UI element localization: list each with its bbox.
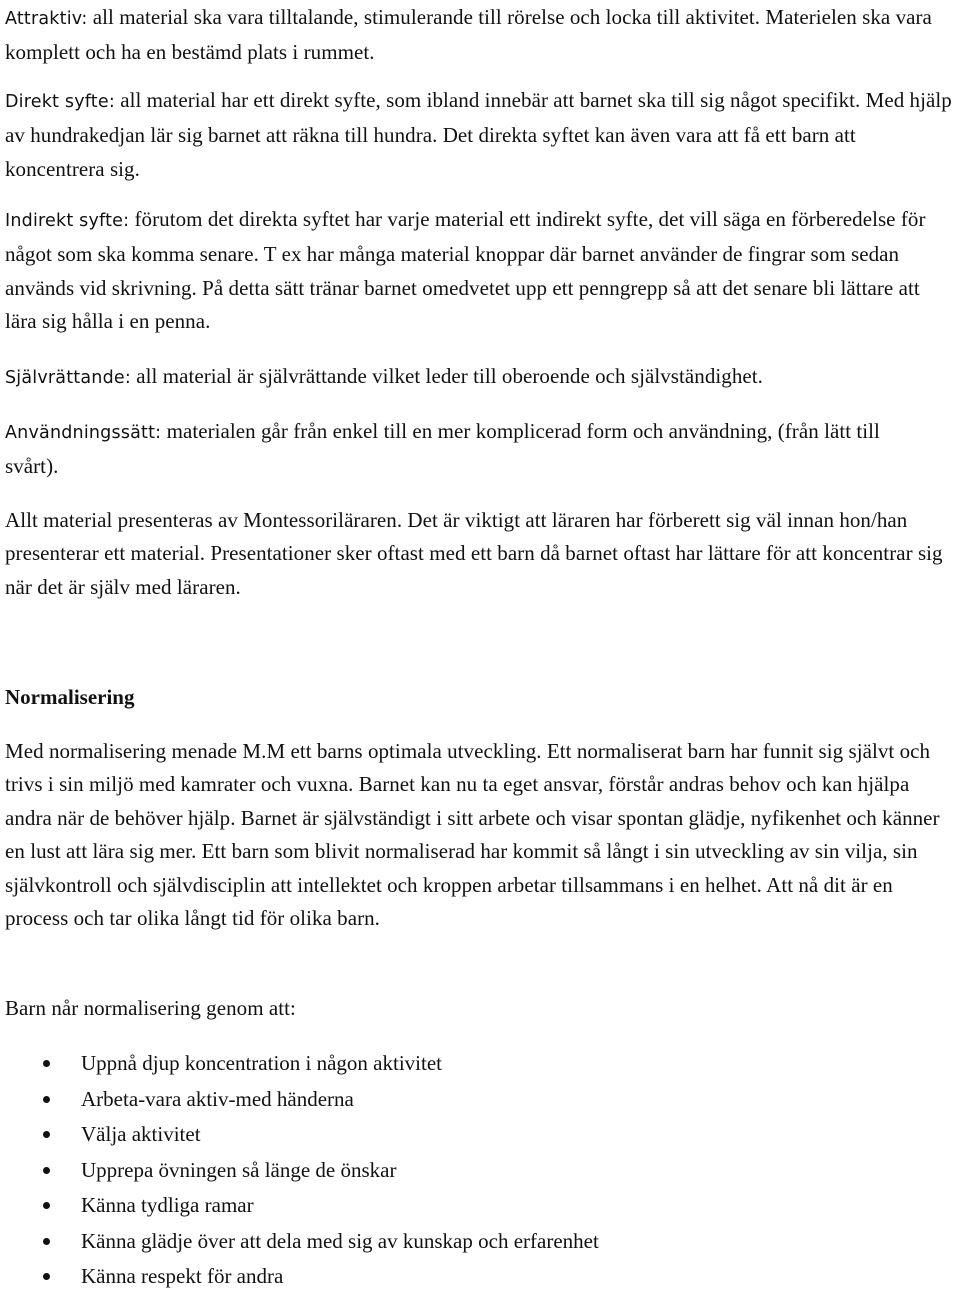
bullet-icon <box>43 1060 50 1067</box>
bullet-icon <box>43 1096 50 1103</box>
term-direkt-syfte: Direkt syfte: <box>5 92 115 112</box>
list-item-text: Känna respekt för andra <box>81 1264 284 1288</box>
list-item-text: Känna glädje över att dela med sig av kunskap och erfarenhet <box>81 1228 599 1253</box>
paragraph-attraktiv <box>5 1 955 70</box>
text-sjalvrattande: all material är självrättande vilket leder till oberoende och självständighet. <box>130 364 763 388</box>
bullet-icon <box>43 1167 50 1174</box>
paragraph-sjalvrattande <box>5 360 955 395</box>
paragraph-indirekt-syfte <box>5 203 955 339</box>
normalisering-list <box>5 1046 955 1295</box>
text-attraktiv: all material ska vara tilltalande, stimulerande till rörelse och locka till aktivitet. Materielen ska vara komplett och ha en bestämd plats i rummet. <box>5 5 932 65</box>
list-item <box>5 1082 955 1118</box>
paragraph-anvandningssatt <box>5 415 935 484</box>
paragraph-presentation: Allt material presenteras av Montessoriläraren. Det är viktigt att läraren har förberett sig väl innan hon/han presenterar ett material. Presentationer sker oftast med ett barn då barnet oftast har lättare för att koncentrar sig när det är själv med läraren. <box>5 508 943 599</box>
bullet-icon <box>43 1131 50 1138</box>
bullet-icon <box>43 1273 50 1280</box>
list-item <box>5 1046 955 1082</box>
text-indirekt-syfte: förutom det direkta syftet har varje material ett indirekt syfte, det vill säga en förberedelse för något som ska komma senare. T ex har många material knoppar där barnet använder de fingrar som sedan används vid skrivning. På detta sätt tränar barnet omedvetet upp ett penngrepp så att det senare bli lättare att lära sig hålla i en penna. <box>5 207 926 334</box>
term-attraktiv: Attraktiv: <box>5 9 88 29</box>
list-item-text: Känna tydliga ramar <box>81 1193 254 1217</box>
list-item-text: Uppnå djup koncentration i någon aktivitet <box>81 1051 442 1075</box>
bullet-icon <box>43 1238 50 1245</box>
list-item-text: Arbeta-vara aktiv-med händerna <box>81 1086 354 1111</box>
term-anvandningssatt: Användningssätt: <box>5 423 162 443</box>
list-item <box>5 1153 955 1189</box>
paragraph-normalisering-intro: Barn når normalisering genom att: <box>5 996 296 1020</box>
bullet-icon <box>43 1202 50 1209</box>
paragraph-direkt-syfte <box>5 84 960 186</box>
list-item-text: Upprepa övningen så länge de önskar <box>81 1157 397 1182</box>
term-indirekt-syfte: Indirekt syfte: <box>5 211 130 231</box>
list-item-text: Välja aktivitet <box>81 1122 201 1146</box>
list-item <box>5 1117 955 1153</box>
section-heading-normalisering: Normalisering <box>5 685 135 709</box>
list-item <box>5 1224 955 1260</box>
text-anvandningssatt: materialen går från enkel till en mer komplicerad form och användning, (från lätt till svårt). <box>5 419 880 479</box>
list-item <box>5 1188 955 1224</box>
term-sjalvrattande: Självrättande: <box>5 368 131 388</box>
text-direkt-syfte: all material har ett direkt syfte, som ibland innebär att barnet ska till sig något specifikt. Med hjälp av hundrakedjan lär sig barnet att räkna till hundra. Det direkta syftet kan även vara att få ett barn att koncentrera sig. <box>5 88 952 181</box>
paragraph-normalisering: Med normalisering menade M.M ett barns optimala utveckling. Ett normaliserat barn har funnit sig självt och trivs i sin miljö med kamrater och vuxna. Barnet kan nu ta eget ansvar, förstår andras behov och kan hjälpa andra när de behöver hjälp. Barnet är självständigt i sitt arbete och visar spontan glädje, nyfikenhet och känner en lust att lära sig mer. Ett barn som blivit normaliserad har kommit så långt i sin utveckling av sin vilja, sin självkontroll och självdisciplin att intellektet och kroppen arbetar tillsammans i en helhet. Att nå dit är en process och tar olika långt tid för olika barn. <box>5 739 940 931</box>
list-item <box>5 1259 955 1295</box>
